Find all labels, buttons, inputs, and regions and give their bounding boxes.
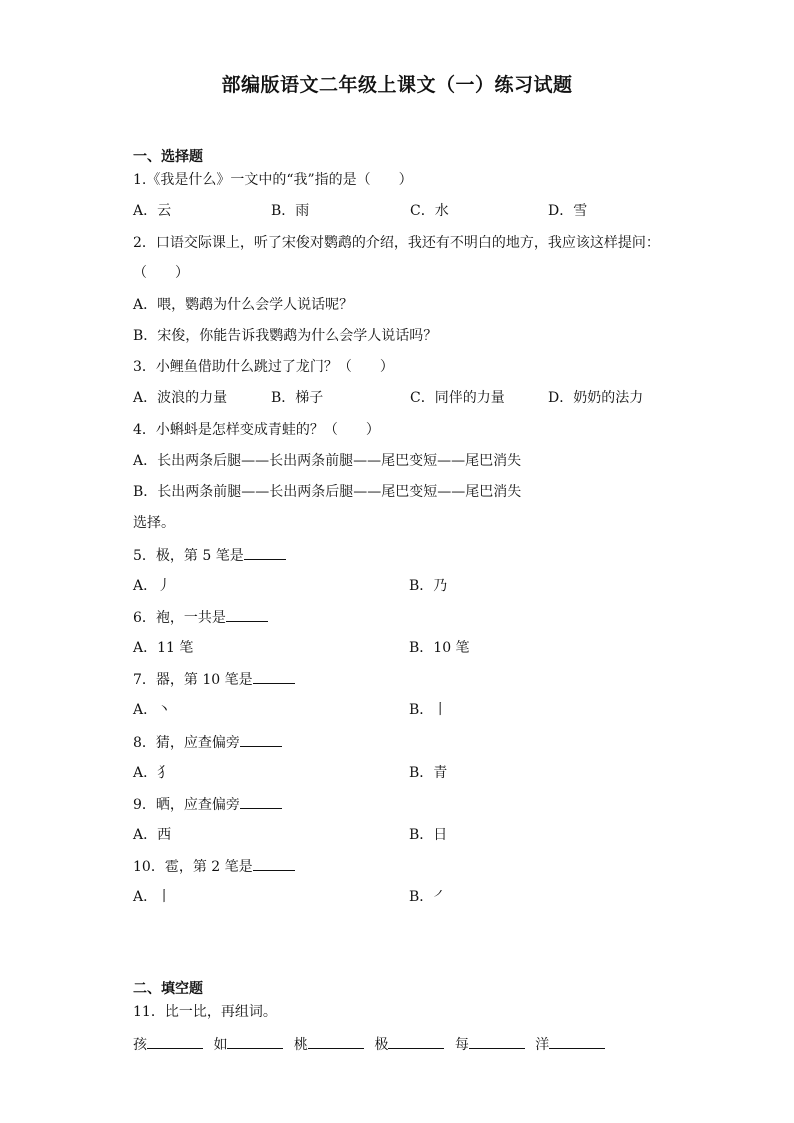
q3-option-c[interactable]: C．同伴的力量 bbox=[410, 390, 505, 406]
q8-option-a[interactable]: A．犭 bbox=[133, 765, 172, 781]
answer-blank[interactable] bbox=[240, 794, 282, 809]
question-7-options bbox=[133, 700, 533, 720]
answer-blank[interactable] bbox=[226, 607, 268, 622]
q2-option-a[interactable]: A．喂，鹦鹉为什么会学人说话呢？ bbox=[133, 297, 354, 313]
answer-blank[interactable] bbox=[308, 1034, 364, 1049]
word-pair bbox=[213, 1034, 283, 1055]
q6-option-b[interactable]: B．10 笔 bbox=[409, 640, 470, 656]
answer-blank[interactable] bbox=[388, 1034, 444, 1049]
answer-blank[interactable] bbox=[469, 1034, 525, 1049]
word-char: 每 bbox=[454, 1037, 469, 1053]
q4-option-a[interactable]: A．长出两条后腿——长出两条前腿——尾巴变短——尾巴消失 bbox=[133, 453, 522, 469]
question-8-options bbox=[133, 763, 533, 783]
q8-option-b[interactable]: B．青 bbox=[409, 765, 448, 781]
word-char: 如 bbox=[213, 1037, 228, 1053]
answer-blank[interactable] bbox=[549, 1034, 605, 1049]
word-pair bbox=[535, 1034, 605, 1055]
q3-option-a[interactable]: A．波浪的力量 bbox=[133, 390, 228, 406]
q1-option-c[interactable]: C．水 bbox=[410, 203, 449, 219]
question-7-text: 7．器，第 10 笔是 bbox=[133, 672, 253, 688]
answer-blank[interactable] bbox=[240, 732, 282, 747]
question-5 bbox=[133, 545, 286, 566]
q1-option-b[interactable]: B．雨 bbox=[271, 203, 310, 219]
question-11: 11．比一比，再组词。 bbox=[133, 1004, 277, 1020]
q10-option-b[interactable]: B．㇒ bbox=[409, 889, 448, 905]
word-pair bbox=[294, 1034, 364, 1055]
answer-blank[interactable] bbox=[253, 856, 295, 871]
q9-option-b[interactable]: B．日 bbox=[409, 827, 448, 843]
question-4: 4．小蝌蚪是怎样变成青蛙的？（ ） bbox=[133, 422, 380, 438]
q3-option-d[interactable]: D．奶奶的法力 bbox=[548, 390, 644, 406]
question-2: 2．口语交际课上，听了宋俊对鹦鹉的介绍，我还有不明白的地方，我应该这样提问： bbox=[133, 235, 660, 251]
q3-option-b[interactable]: B．梯子 bbox=[271, 390, 324, 406]
question-3: 3．小鲤鱼借助什么跳过了龙门？（ ） bbox=[133, 359, 394, 375]
section-heading-fill: 二、填空题 bbox=[133, 981, 203, 997]
answer-blank[interactable] bbox=[244, 545, 286, 560]
word-char: 孩 bbox=[133, 1037, 147, 1053]
q10-option-a[interactable]: A．丨 bbox=[133, 889, 172, 905]
answer-blank[interactable] bbox=[253, 669, 295, 684]
word-char: 极 bbox=[374, 1037, 389, 1053]
word-pair bbox=[455, 1034, 525, 1055]
question-6-options bbox=[133, 638, 533, 658]
word-char: 桃 bbox=[293, 1037, 308, 1053]
question-9-text: 9．晒，应查偏旁 bbox=[133, 797, 240, 813]
question-5-options bbox=[133, 576, 533, 596]
q5-option-b[interactable]: B．乃 bbox=[409, 578, 448, 594]
word-pairs-row bbox=[133, 1034, 611, 1055]
page-title: 部编版语文二年级上课文（一）练习试题 bbox=[221, 74, 573, 96]
q1-option-a[interactable]: A．云 bbox=[133, 203, 172, 219]
question-1: 1.《我是什么》一文中的“我”指的是（ ） bbox=[133, 172, 413, 188]
q4-option-b[interactable]: B．长出两条前腿——长出两条后腿——尾巴变短——尾巴消失 bbox=[133, 484, 522, 500]
question-7 bbox=[133, 669, 295, 690]
select-instruction: 选择。 bbox=[133, 515, 175, 531]
answer-blank[interactable] bbox=[227, 1034, 283, 1049]
question-10-text: 10．雹，第 2 笔是 bbox=[133, 859, 253, 875]
question-10-options bbox=[133, 887, 533, 907]
question-3-options bbox=[133, 388, 663, 408]
question-1-options bbox=[133, 201, 663, 221]
q9-option-a[interactable]: A．西 bbox=[133, 827, 172, 843]
section-heading-choice: 一、选择题 bbox=[133, 149, 203, 165]
question-6 bbox=[133, 607, 268, 628]
word-pair bbox=[133, 1034, 203, 1055]
question-8 bbox=[133, 732, 282, 753]
word-pair bbox=[374, 1034, 444, 1055]
q1-option-d[interactable]: D．雪 bbox=[548, 203, 588, 219]
question-8-text: 8．猜，应查偏旁 bbox=[133, 735, 240, 751]
word-char: 洋 bbox=[535, 1037, 550, 1053]
q5-option-a[interactable]: A．丿 bbox=[133, 578, 172, 594]
answer-blank[interactable] bbox=[147, 1034, 203, 1049]
q7-option-a[interactable]: A．丶 bbox=[133, 702, 172, 718]
question-10 bbox=[133, 856, 295, 877]
q7-option-b[interactable]: B．丨 bbox=[409, 702, 448, 718]
question-9 bbox=[133, 794, 282, 815]
question-5-text: 5．极，第 5 笔是 bbox=[133, 548, 244, 564]
question-6-text: 6．袍，一共是 bbox=[133, 610, 226, 626]
q6-option-a[interactable]: A．11 笔 bbox=[133, 640, 194, 656]
question-2-paren: （ ） bbox=[133, 265, 189, 281]
question-9-options bbox=[133, 825, 533, 845]
q2-option-b[interactable]: B．宋俊，你能告诉我鹦鹉为什么会学人说话吗？ bbox=[133, 328, 438, 344]
